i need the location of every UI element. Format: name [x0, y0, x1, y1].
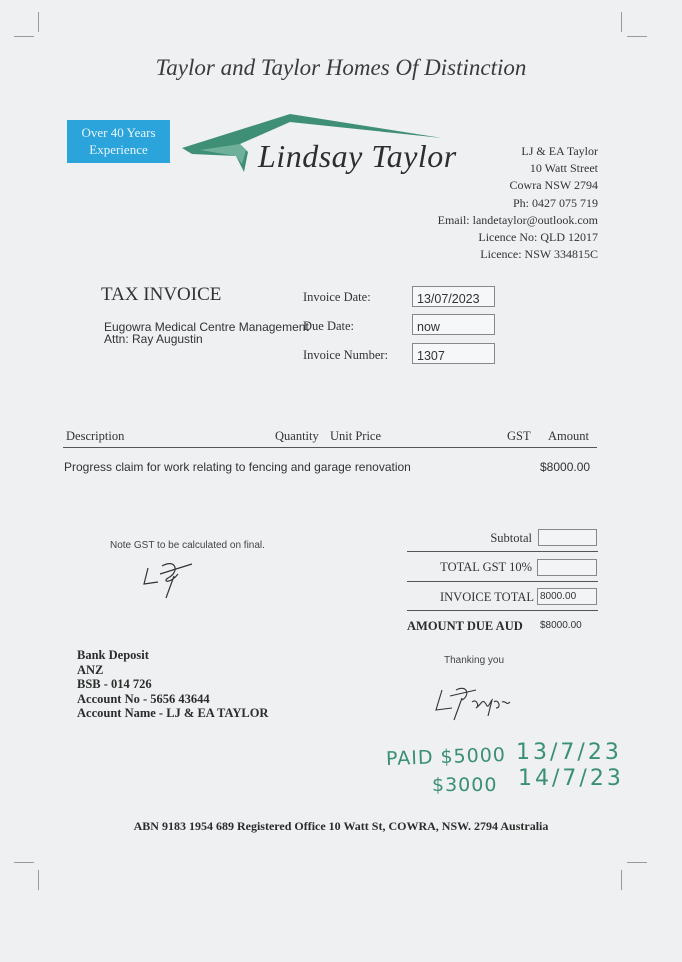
badge-line-1: Over 40 Years — [81, 125, 156, 140]
business-email: Email: landetaylor@outlook.com — [437, 212, 598, 227]
gst-rule — [407, 581, 598, 582]
due-date-field: now — [412, 314, 495, 335]
crop-mark — [627, 36, 647, 37]
invoice-number-field: 1307 — [412, 343, 495, 364]
gst-total-label: TOTAL GST 10% — [440, 560, 532, 574]
header-description: Description — [66, 429, 125, 443]
customer-name: Eugowra Medical Centre Management — [104, 320, 309, 334]
handwritten-date-1: 13/7/23 — [516, 740, 622, 765]
header-gst: GST — [507, 429, 531, 443]
gst-total-field — [537, 559, 597, 576]
footer-abn: ABN 9183 1954 689 Registered Office 10 Watt St, COWRA, NSW. 2794 Australia — [133, 819, 549, 833]
invoice-number-label: Invoice Number: — [303, 348, 389, 362]
handwritten-paid-1: PAID $5000 — [385, 743, 507, 771]
crop-mark — [627, 862, 647, 863]
bank-name: ANZ — [77, 662, 104, 677]
bank-account-name: Account Name - LJ & EA TAYLOR — [77, 706, 269, 720]
company-name: Taylor and Taylor Homes Of Distinction — [155, 55, 527, 80]
subtotal-field — [538, 529, 597, 546]
line-item-description: Progress claim for work relating to fencing and garage renovation — [64, 460, 411, 474]
business-town: Cowra NSW 2794 — [509, 178, 598, 193]
handwritten-paid-2: $3000 — [432, 774, 498, 796]
bank-bsb: BSB - 014 726 — [77, 677, 152, 691]
line-item-amount: $8000.00 — [540, 460, 591, 474]
subtotal-rule — [407, 551, 598, 552]
crop-mark — [38, 12, 39, 32]
handwritten-date-2: 14/7/23 — [518, 766, 624, 791]
gst-note: Note GST to be calculated on final. — [110, 540, 265, 551]
amount-due-value: $8000.00 — [540, 620, 582, 631]
crop-mark — [38, 870, 39, 890]
business-phone: Ph: 0427 075 719 — [512, 195, 598, 210]
subtotal-label: Subtotal — [490, 531, 532, 545]
header-quantity: Quantity — [275, 429, 319, 443]
thanks-text: Thanking you — [444, 655, 505, 666]
brand-name: Lindsay Taylor — [258, 138, 457, 174]
signature-icon — [432, 680, 522, 724]
header-amount: Amount — [548, 429, 589, 443]
business-name: LJ & EA Taylor — [521, 144, 598, 158]
bank-details — [77, 648, 268, 721]
licence-nsw: Licence: NSW 334815C — [480, 247, 598, 262]
header-rule — [63, 447, 597, 448]
licence-qld: Licence No: QLD 12017 — [478, 230, 598, 245]
invoice-title: TAX INVOICE — [101, 284, 222, 305]
invoice-total-field: 8000.00 — [537, 588, 597, 605]
bank-title: Bank Deposit — [77, 648, 149, 662]
experience-badge — [67, 120, 170, 163]
invoice-date-label: Invoice Date: — [303, 290, 371, 304]
crop-mark — [14, 36, 34, 37]
invoice-date-field: 13/07/2023 — [412, 286, 495, 307]
due-date-label: Due Date: — [303, 319, 355, 333]
business-street: 10 Watt Street — [529, 161, 598, 176]
invoice-total-label: INVOICE TOTAL — [439, 590, 534, 604]
crop-mark — [621, 870, 622, 890]
crop-mark — [14, 862, 34, 863]
bank-account-no: Account No - 5656 43644 — [77, 691, 210, 706]
business-address — [438, 143, 598, 263]
amount-due-label: AMOUNT DUE AUD — [407, 619, 523, 633]
crop-mark — [621, 12, 622, 32]
header-unit-price: Unit Price — [330, 429, 382, 443]
customer-attn: Attn: Ray Augustin — [104, 332, 203, 346]
initials-signature-icon — [140, 554, 200, 610]
invoice-total-rule — [407, 610, 598, 611]
badge-line-2: Experience — [89, 142, 148, 157]
